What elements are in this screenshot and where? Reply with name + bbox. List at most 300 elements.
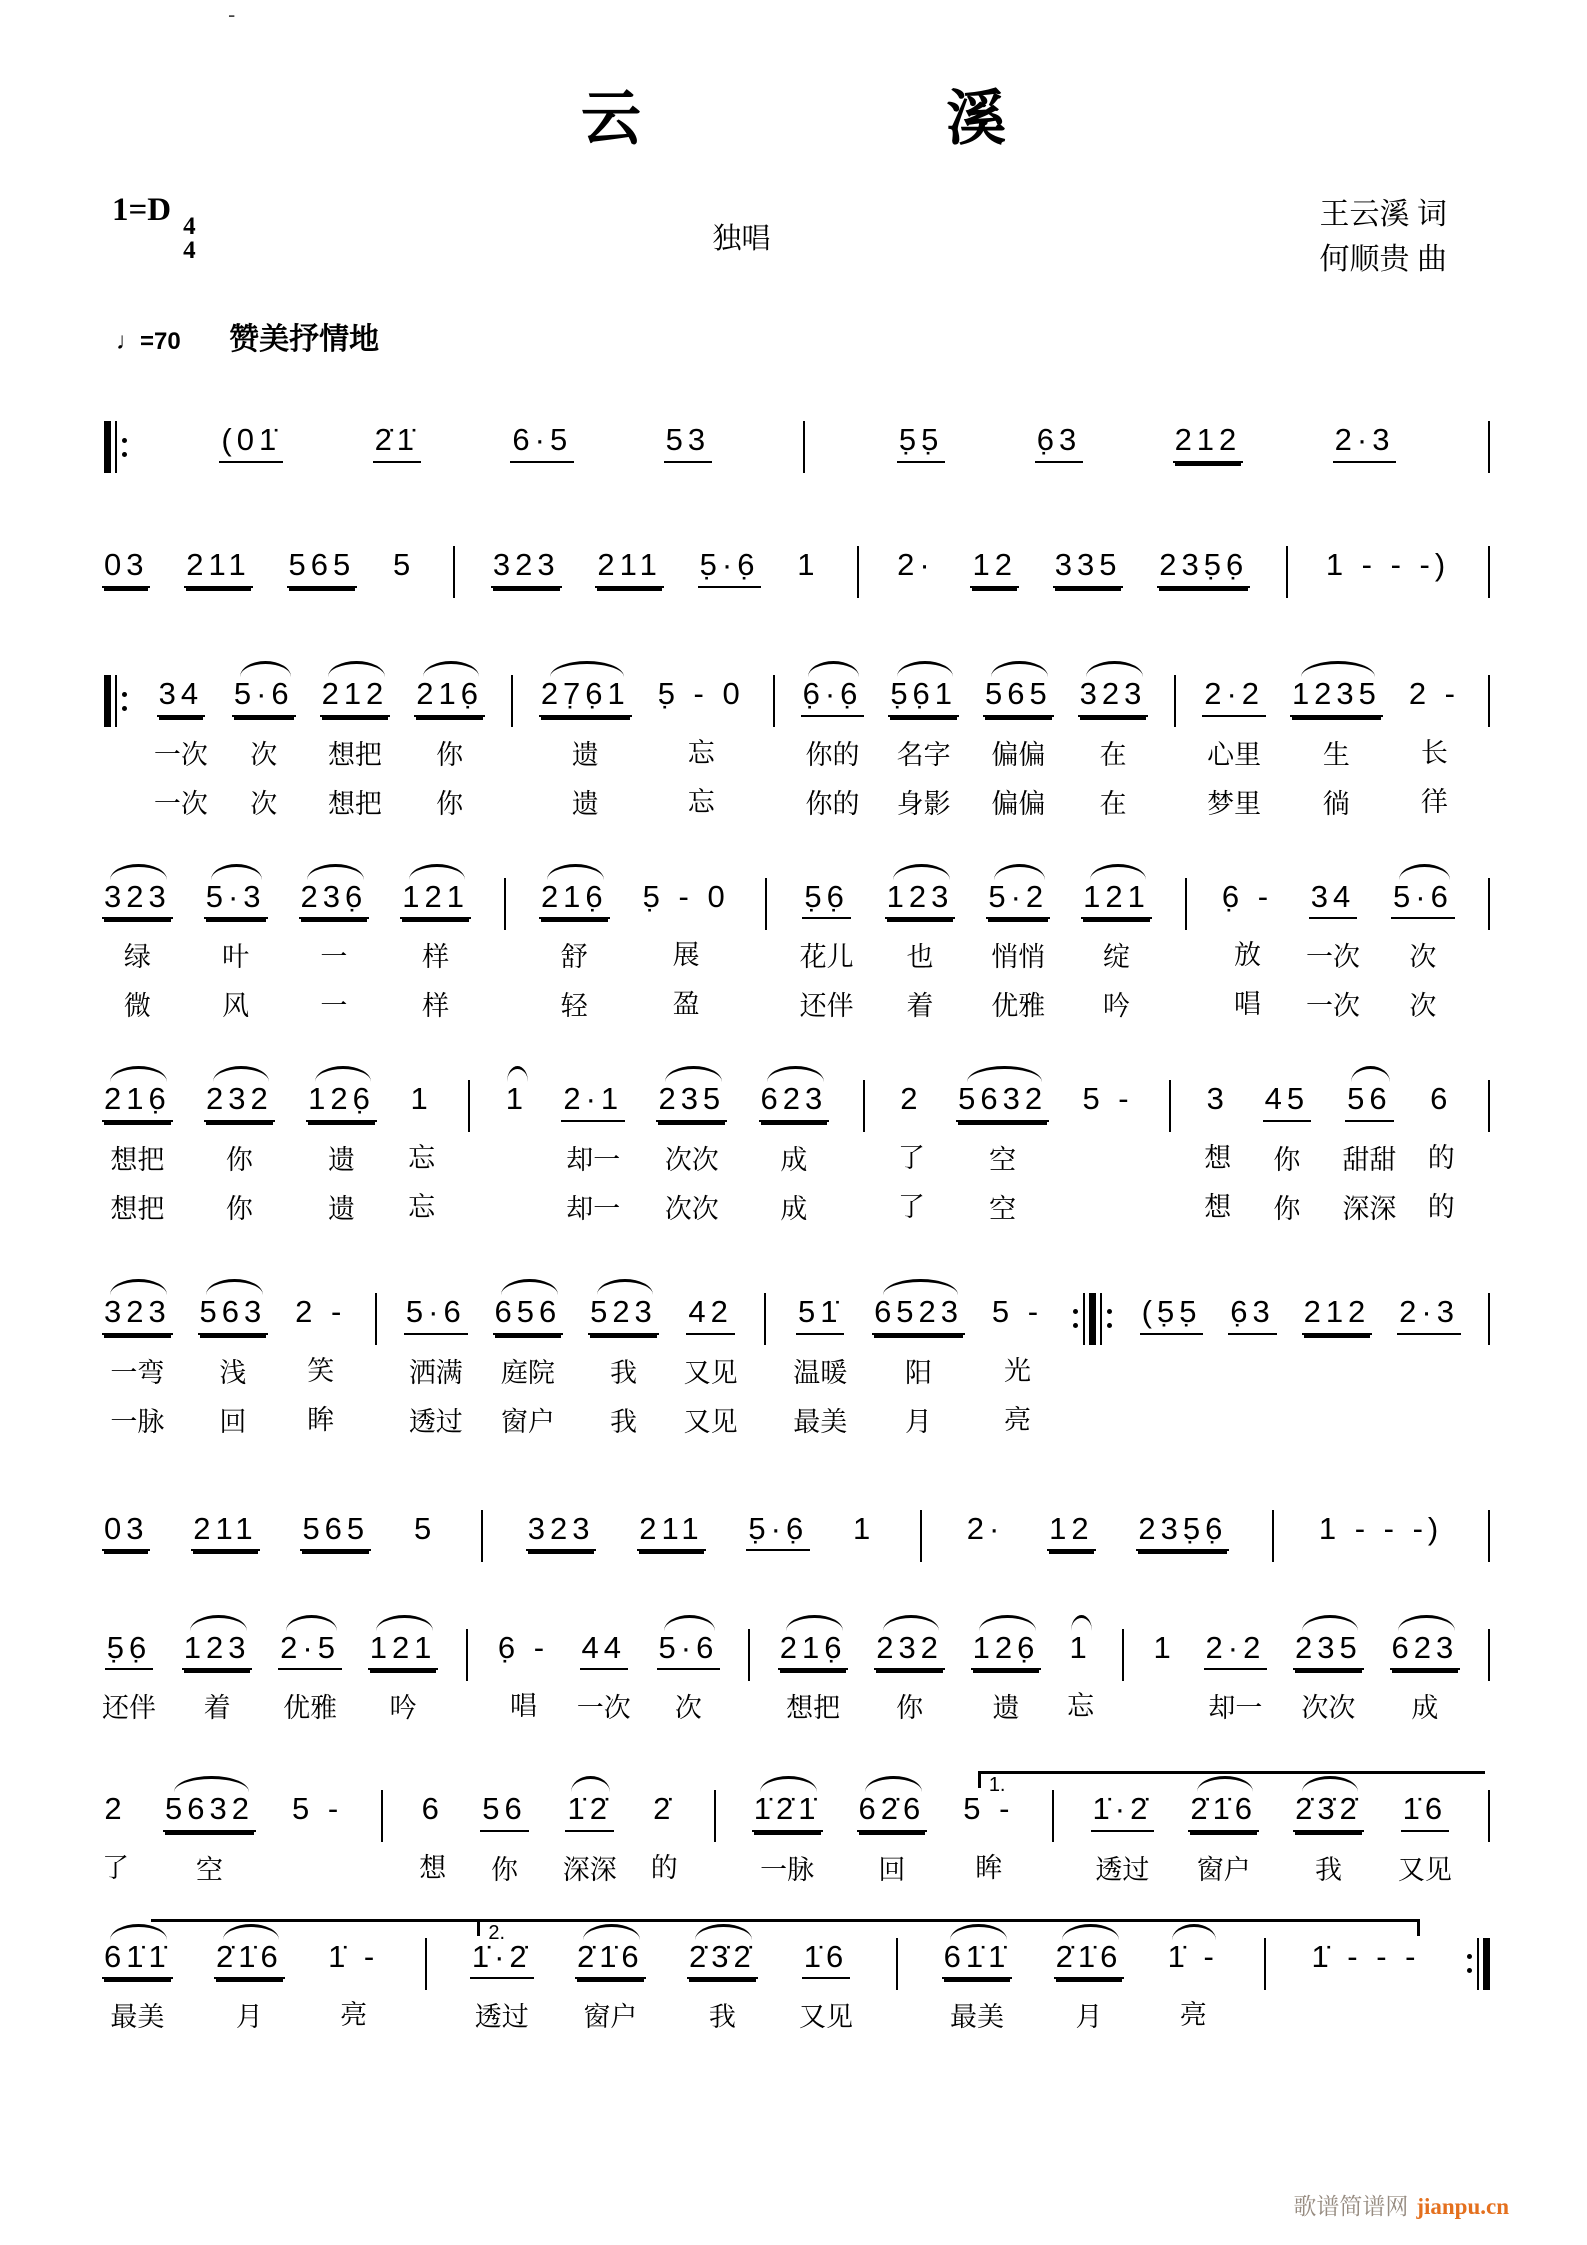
notation: 03 [102,531,150,588]
lyric-syllable: 透过 [474,2002,529,2033]
lyric-syllable: 你 [225,1144,253,1175]
notation: 1̇·2̇ [1091,1775,1155,1832]
lyric-syllable-verse2: 优雅 [991,991,1046,1022]
note-group [657,1614,721,1726]
barline-bar [466,1080,472,1132]
note-group [404,1278,468,1439]
notation: 212 [1302,1278,1373,1335]
note-group [1293,1775,1364,1887]
barline-bar [1486,421,1492,473]
barline-bar [1183,878,1189,930]
notation: 323 [1078,660,1149,717]
notation: 5 [413,1510,437,1546]
notation: 1 [1153,1629,1176,1665]
barline-bar [423,1938,429,1990]
barline-stroke [104,675,111,727]
lyric-syllable: 你 [896,1693,924,1724]
credits [809,192,1448,282]
notation: 211 [184,531,252,588]
barline-bar [1486,675,1492,727]
note-group [990,1278,1045,1437]
title-char-2: 溪 [946,86,1006,152]
lyric-syllable: 舒 [560,942,588,973]
repeat-dots [1467,1938,1472,1990]
music-system [102,531,1492,598]
lyric-syllable: 甜甜 [1342,1144,1397,1175]
note-group [1228,1278,1276,1335]
barline-stroke [1286,546,1288,598]
note-group [1324,531,1452,586]
notation: 5632 [163,1775,256,1832]
barline-stroke [115,675,117,727]
notation: 1235 [1290,660,1383,717]
barline-stroke [1083,1293,1085,1345]
note-group [326,1923,381,2033]
tempo-marking: ♩=70 [116,328,181,355]
lyric-syllable-verse2: 盈 [672,989,700,1020]
lyric-syllable-verse2: 忘 [408,1191,436,1222]
note-group [1342,1065,1396,1226]
music-system [102,1278,1492,1439]
note-group [595,531,663,588]
notation: 2 [900,1081,923,1117]
barline-bar [763,878,769,930]
note-group [154,660,208,821]
notation: 1 [797,547,820,582]
lyric-syllable-verse2: 一 [320,991,348,1022]
lyric-syllable: 你 [490,1854,518,1885]
notation: 235̣6̣ [1157,531,1250,588]
note-group [687,1923,758,2035]
note-group [102,1614,156,1726]
barline-bar [712,1790,718,1842]
note-group [290,1775,345,1830]
lyric-syllable-verse2: 想 [1204,1191,1232,1222]
note-group [539,660,632,821]
barline-bar [1284,546,1290,598]
barline-bar [1486,1080,1492,1132]
lyric-syllable-verse2: 次 [1409,991,1437,1022]
note-group [219,406,283,463]
barline-bar [861,1080,867,1132]
lyric-syllable: 忘 [408,1142,436,1173]
repeat-dots [1107,1293,1112,1345]
barline-stroke [920,1510,922,1562]
notation: 51̇ [796,1278,844,1335]
notation: 2̇1̇ [373,406,421,463]
barline-stroke [714,1790,716,1842]
notation: 2· [897,547,935,582]
lyric-syllable: 浅 [219,1357,247,1388]
note-group [320,660,391,821]
barline-stroke [863,1080,865,1132]
lyric-syllable: 一次 [1306,942,1361,973]
notation: 56 [1345,1065,1393,1122]
note-group [888,660,959,821]
notation: 5 - [963,1791,1015,1827]
lyric-syllable-verse2: 次 [250,788,278,819]
barline-stroke [1488,675,1490,727]
repeat-dot [122,452,127,457]
repeat-dot [1107,1323,1112,1328]
lyric-syllable-verse2: 了 [897,1191,925,1222]
barline-bar [771,675,777,727]
note-group [1157,531,1250,588]
note-group [970,531,1018,588]
barline-bar [746,1629,752,1681]
note-group [1391,863,1455,1024]
lyric-syllable: 亮 [1179,2000,1207,2031]
note-group [971,1614,1042,1726]
notation: 6̣ - [1221,878,1274,914]
lyric-syllable-verse2: 透过 [408,1406,463,1437]
lyric-syllable: 温暖 [793,1357,848,1388]
notation: 6523 [872,1278,965,1335]
lyric-syllable-verse2: 一脉 [110,1406,165,1437]
barline-bar [379,1790,385,1842]
notation: 2·5 [278,1614,342,1671]
barline-bar [918,1510,924,1562]
barline-stroke [466,1629,468,1681]
barline-bar [464,1629,470,1681]
lyric-syllable: 你 [436,739,464,770]
note-group [400,863,471,1024]
lyric-syllable-verse2: 徉 [1420,786,1448,817]
lyric-syllable-verse2: 遗 [571,788,599,819]
lyric-syllable-verse2: 着 [906,991,934,1022]
note-group [412,1495,438,1550]
notation: 2·3 [1397,1278,1461,1335]
note-group [368,1614,439,1726]
notation: 1̇·2̇ [470,1923,534,1980]
note-group [637,1495,705,1552]
lyric-syllable: 还伴 [102,1693,156,1724]
note-group [752,1775,823,1887]
barline-stroke [1488,1080,1490,1132]
note-group [1047,1495,1095,1552]
lyric-syllable-verse2: 我 [609,1406,637,1437]
note-group [1407,660,1462,819]
note-group [1054,1923,1125,2035]
note-group [510,406,574,463]
note-group [588,1278,659,1439]
notation: 5·3 [204,863,268,920]
notation: 216̣ [539,863,610,920]
lyric-syllable-verse2: 想把 [110,1193,165,1224]
note-group [851,1495,877,1550]
lyric-syllable: 亮 [340,2000,368,2031]
lyric-syllable: 一次 [576,1693,631,1724]
barline-stroke [773,675,775,727]
note-group [746,1495,810,1552]
notation: 5̣·6̣ [746,1495,810,1552]
note-group [504,1065,530,1120]
repeat-dot [122,692,127,697]
notation: (01̇ [219,406,283,463]
note-group [204,1065,275,1226]
notation: 323 [102,1278,173,1335]
lyric-syllable: 一脉 [760,1854,815,1885]
lyric-syllable: 次 [1409,942,1437,973]
lyric-syllable: 偏偏 [991,739,1046,770]
lyric-syllable: 名字 [896,739,951,770]
barline-bar [479,1510,485,1562]
lyric-syllable-verse2: 遗 [327,1193,355,1224]
note-group [778,1614,849,1726]
note-group [184,531,252,588]
note-group [214,1923,285,2035]
lyric-syllable-verse2: 又见 [683,1406,738,1437]
note-group [561,1065,625,1226]
lyric-syllable-verse2: 风 [222,991,250,1022]
notation: 523 [588,1278,659,1335]
lyric-syllable-verse2: 还伴 [799,991,854,1022]
notation: 2̇1̇6 [1054,1923,1125,1980]
note-group [563,1775,617,1887]
lyric-syllable: 又见 [799,2002,854,2033]
note-group [102,863,173,1024]
note-group [799,1923,853,2035]
lyric-syllable: 次 [674,1693,702,1724]
lyric-syllable: 窗户 [1196,1854,1251,1885]
lyric-syllable-verse2: 月 [905,1406,933,1437]
note-group [656,660,747,819]
lyric-syllable: 想把 [327,739,382,770]
barline-open [102,675,130,727]
lyric-syllable-verse2: 你的 [805,788,860,819]
barline-bar [894,1938,900,1990]
lyric-syllable: 笑 [307,1355,335,1386]
music-system [102,1495,1492,1562]
notation: 5̣ - 0 [657,676,745,711]
lyric-syllable: 你 [1273,1144,1301,1175]
notation: 5 - [1082,1081,1134,1117]
note-group [493,1278,564,1439]
lyric-syllable-verse2: 微 [123,991,151,1022]
note-group [102,1065,173,1226]
lyric-syllable-verse2: 最美 [793,1406,848,1437]
lyric-syllable: 空 [196,1854,223,1885]
notation: 656 [493,1278,564,1335]
notation: 1 [504,1065,530,1120]
barline-stroke [1488,878,1490,930]
volta-bracket-line [151,1919,1419,1922]
notation: 45 [1263,1065,1311,1122]
barline-stroke [857,546,859,598]
repeat-dot [1467,1954,1472,1959]
lyric-syllable: 遗 [571,739,599,770]
lyric-syllable: 生 [1322,739,1350,770]
note-group [470,1923,534,2035]
lyric-syllable: 窗户 [583,2002,638,2033]
barline-stroke [481,1510,483,1562]
note-group [1204,1614,1268,1726]
note-group [1140,1278,1204,1335]
notation: 5̣·6̣ [698,531,762,588]
barline-stroke [1488,1629,1490,1681]
notation: 1 - - -) [1325,547,1451,582]
note-group [1428,1065,1455,1224]
lyric-syllable: 月 [1075,2002,1103,2033]
notation: 2̇1̇6 [1188,1775,1259,1832]
lyric-syllable: 又见 [1397,1854,1452,1885]
note-group [684,1278,738,1439]
note-group [526,1495,597,1552]
notation: 1̇6 [802,1923,850,1980]
lyric-syllable: 却一 [1208,1693,1263,1724]
notation: 565 [300,1495,371,1552]
note-group [232,660,296,821]
lyric-syllable: 阳 [905,1357,933,1388]
lyric-syllable: 洒满 [408,1357,463,1388]
lyric-syllable-verse2: 一次 [1306,991,1361,1022]
notation: 123 [182,1614,253,1671]
barline-bar [1120,1629,1126,1681]
notation: 5·6 [404,1278,468,1335]
notation: 6̣3 [1228,1278,1276,1335]
barline-stroke [1264,1938,1266,1990]
note-group [793,1278,847,1439]
notation: 236̣ [299,863,370,920]
notation: 126̣ [306,1065,377,1122]
lyric-syllable: 的 [1427,1142,1455,1173]
barline-stroke [1488,1790,1490,1842]
notation: 5̣6̣ [105,1614,153,1671]
note-group [800,863,854,1024]
barline-bar [502,878,508,930]
barline-stroke [803,421,805,473]
lyric-syllable-verse2: 回 [219,1406,247,1437]
notation: 6̣·6̣ [801,660,865,717]
barline-stroke [1488,546,1490,598]
note-group [1080,1065,1135,1120]
note-group [1078,660,1149,821]
barline-stroke [1100,1293,1102,1345]
note-group [1317,1495,1445,1550]
lyric-syllable-verse2: 身影 [896,788,951,819]
lyric-syllable: 想 [1204,1142,1232,1173]
notation: 5̣5̣ [897,406,945,463]
note-group [419,1775,446,1885]
notation: 2̇1̇6 [214,1923,285,1980]
lyric-syllable: 的 [650,1852,678,1883]
note-group [373,406,421,463]
barline-open [102,421,130,473]
barline-bar [1486,1629,1492,1681]
lyric-syllable: 悄悄 [991,942,1046,973]
stray-mark: - [228,2,236,27]
note-group [1290,660,1383,821]
barline-stroke [115,421,117,473]
barline-stroke [511,675,513,727]
barline-stroke [1477,1938,1479,1990]
lyric-syllable: 次次 [1301,1693,1356,1724]
notation: 12 [1047,1495,1095,1552]
barline-bar [801,421,807,473]
barline-bar [762,1293,768,1345]
lyric-syllable-verse2: 忘 [687,786,715,817]
lyric-syllable-verse2: 窗户 [500,1406,555,1437]
repeat-dot [1073,1323,1078,1328]
notation: 03 [102,1495,150,1552]
lyric-syllable: 遗 [992,1693,1020,1724]
lyric-syllable-verse2: 唱 [1233,989,1261,1020]
notation: 62̇6 [857,1775,928,1832]
barline-stroke [1169,1080,1171,1132]
lyric-syllable: 遗 [327,1144,355,1175]
repeat-dots [1073,1293,1078,1345]
note-group [942,1923,1013,2035]
notation: 565 [287,531,358,588]
barline-bar [1270,1510,1276,1562]
notation: 12 [970,531,1018,588]
lyric-syllable-verse2: 眸 [307,1404,335,1435]
barline-bar [1486,546,1492,598]
note-group [278,1614,342,1726]
barline-stroke [381,1790,383,1842]
notation: 34 [157,660,205,717]
note-group [961,1775,1016,1885]
key-signature: 1=D [112,192,172,228]
notation: 235 [1293,1614,1364,1671]
note-group [1397,1278,1461,1335]
title-char-1: 云 [581,86,641,152]
note-group [539,863,610,1024]
note-group [897,406,945,463]
barline-stroke [1089,1293,1096,1345]
notation: 2·1 [561,1065,625,1122]
lyric-syllable-verse2: 徜 [1322,788,1350,819]
note-group [1081,863,1152,1024]
barline-bar [373,1293,379,1345]
repeat-dot [122,706,127,711]
lyric-syllable-verse2: 在 [1099,788,1127,819]
notation: 34 [1309,863,1357,920]
notation: 2̇1̇6 [575,1923,646,1980]
note-group [1220,863,1275,1022]
lyric-syllable: 深深 [562,1854,617,1885]
note-group [414,660,485,821]
volta-bracket-line [978,1771,1485,1774]
notation: 232 [874,1614,945,1671]
composer-credit: 何顺贵 曲 [1319,243,1448,276]
note-group [300,1495,371,1552]
lyric-syllable-verse2: 你 [1273,1193,1301,1224]
barline-stroke [104,421,111,473]
notation: 5·6 [232,660,296,717]
watermark [1293,2188,1509,2221]
repeat-dots [122,421,127,473]
notation: 323 [102,863,173,920]
note-group [1067,1614,1094,1724]
lyric-syllable-verse2: 轻 [560,991,588,1022]
note-group [306,1065,377,1226]
note-group [983,660,1054,821]
music-system [102,406,1492,473]
lyric-syllable: 着 [203,1693,231,1724]
lyric-syllable-verse2: 偏偏 [991,788,1046,819]
notation: 5·6 [657,1614,721,1671]
lyric-syllable: 透过 [1095,1854,1150,1885]
note-group [1188,1775,1259,1887]
notation: 1 [852,1510,876,1546]
lyric-syllable: 优雅 [283,1693,338,1724]
notation: 2·3 [1333,406,1397,463]
barline-stroke [425,1938,427,1990]
lyric-syllable-verse2: 空 [989,1193,1017,1224]
note-group [391,531,417,586]
volta-label: 2. [488,1921,506,1944]
